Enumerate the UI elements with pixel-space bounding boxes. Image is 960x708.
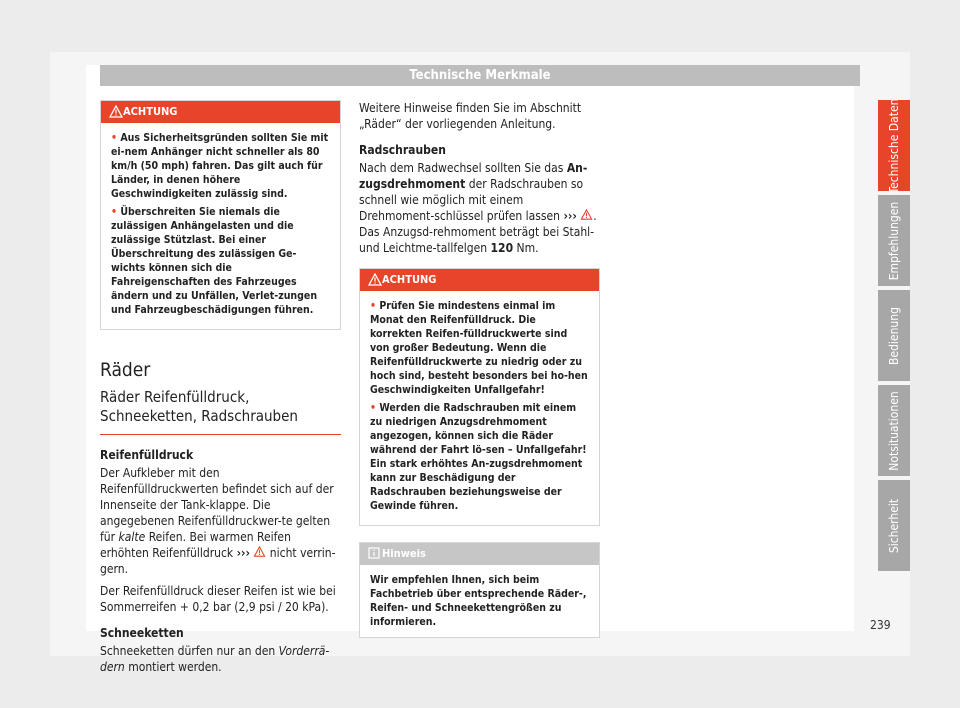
page-header: Technische Merkmale bbox=[100, 65, 860, 86]
warning-title: ACHTUNG bbox=[123, 105, 178, 118]
warning-item: • Werden die Radschrauben mit einem zu niedrigen Anzugsdrehmoment angezogen, können sich die Räder während der Fahrt lö-sen – Unfallgefahr! Ein stark erhöhtes An-zugsdrehmoment kann zur Beschädigung der Radschrauben beziehungsweise der Gewinde führen. bbox=[370, 402, 587, 512]
note-box-header bbox=[360, 543, 599, 565]
warning-icon bbox=[580, 209, 593, 220]
warning-title: ACHTUNG bbox=[382, 273, 437, 286]
page-number: 239 bbox=[870, 618, 891, 632]
reifen-heading: Reifenfülldruck bbox=[100, 448, 194, 462]
cross-reference-arrow[interactable]: ››› bbox=[563, 209, 577, 223]
tab-sicherheit[interactable]: Sicherheit bbox=[878, 480, 910, 571]
warning-box-right bbox=[359, 268, 600, 526]
schnee-heading: Schneeketten bbox=[100, 626, 184, 640]
tab-empfehlungen[interactable]: Empfehlungen bbox=[878, 195, 910, 286]
warning-box-header bbox=[360, 269, 599, 291]
tab-technische-daten[interactable]: Technische Daten bbox=[878, 100, 910, 191]
tab-bedienung[interactable]: Bedienung bbox=[878, 290, 910, 381]
warning-box-left bbox=[100, 100, 341, 330]
subsection-title: Räder Reifenfülldruck, Schneeketten, Radschrauben bbox=[100, 388, 298, 425]
radschrauben-heading: Radschrauben bbox=[359, 143, 446, 157]
right-column bbox=[359, 100, 600, 638]
section-title: Räder bbox=[100, 359, 151, 381]
warning-box-header bbox=[101, 101, 340, 123]
warning-icon bbox=[368, 273, 382, 286]
tab-notsituationen[interactable]: Notsituationen bbox=[878, 385, 910, 476]
schnee-paragraph: Schneeketten dürfen nur an den Vorderrä-dern montiert werden. bbox=[100, 644, 330, 674]
warning-item: • Prüfen Sie mindestens einmal im Monat den Reifenfülldruck. Die korrekten Reifen-fülldruckwerte sind von großer Bedeutung. Wenn die Reifenfülldruckwerte zu niedrig oder zu hoch sind, besteht besonders bei ho-hen Geschwindigkeiten Unfallgefahr! bbox=[370, 300, 588, 396]
cross-reference-arrow[interactable]: ››› bbox=[236, 546, 250, 560]
warning-icon bbox=[109, 105, 123, 118]
reifen-paragraph-2: Der Reifenfülldruck dieser Reifen ist wie bei Sommerreifen + 0,2 bar (2,9 psi / 20 kPa). bbox=[100, 584, 336, 614]
note-box bbox=[359, 542, 600, 638]
reifen-paragraph-1: Der Aufkleber mit den Reifenfülldruckwerten befindet sich auf der Innenseite der Tank-klappe. Die angegebenen Reifenfülldruckwer-te gelten für kalte Reifen. Bei warmen Reifen erhöhten Reifenfülldruck ››› nicht verrin-gern. bbox=[100, 466, 336, 576]
warning-icon bbox=[253, 546, 266, 557]
left-column bbox=[100, 100, 341, 681]
intro-paragraph: Weitere Hinweise finden Sie im Abschnitt „Räder“ der vorliegenden Anleitung. bbox=[359, 101, 582, 131]
note-text: Wir empfehlen Ihnen, sich beim Fachbetrieb über entsprechende Räder-, Reifen- und Schneekettengrößen zu informieren. bbox=[370, 574, 587, 628]
radschrauben-paragraph: Nach dem Radwechsel sollten Sie das An-zugsdrehmoment der Radschrauben so schnell wie möglich mit einem Drehmoment-schlüssel prüfen lassen ››› . Das Anzugsd-rehmoment beträgt bei Stahl- und Leichtme-tallfelgen 120 Nm. bbox=[359, 161, 597, 255]
note-title: Hinweis bbox=[382, 547, 426, 560]
warning-item: • Aus Sicherheitsgründen sollten Sie mit ei-nem Anhänger nicht schneller als 80 km/h (50 mph) fahren. Das gilt auch für Länder, in denen höhere Geschwindigkeiten zulässig sind. bbox=[111, 132, 329, 200]
chapter-tabs bbox=[878, 100, 910, 575]
info-icon bbox=[368, 547, 380, 559]
warning-item: • Überschreiten Sie niemals die zulässigen Anhängelasten und die zulässige Stützlast. Bei einer Überschreitung des zulässigen Ge-wichts können sich die Fahreigenschaften des Fahrzeuges ändern und zu Unfällen, Verlet-zungen und Fahrzeugbeschädigungen führen. bbox=[111, 206, 318, 316]
